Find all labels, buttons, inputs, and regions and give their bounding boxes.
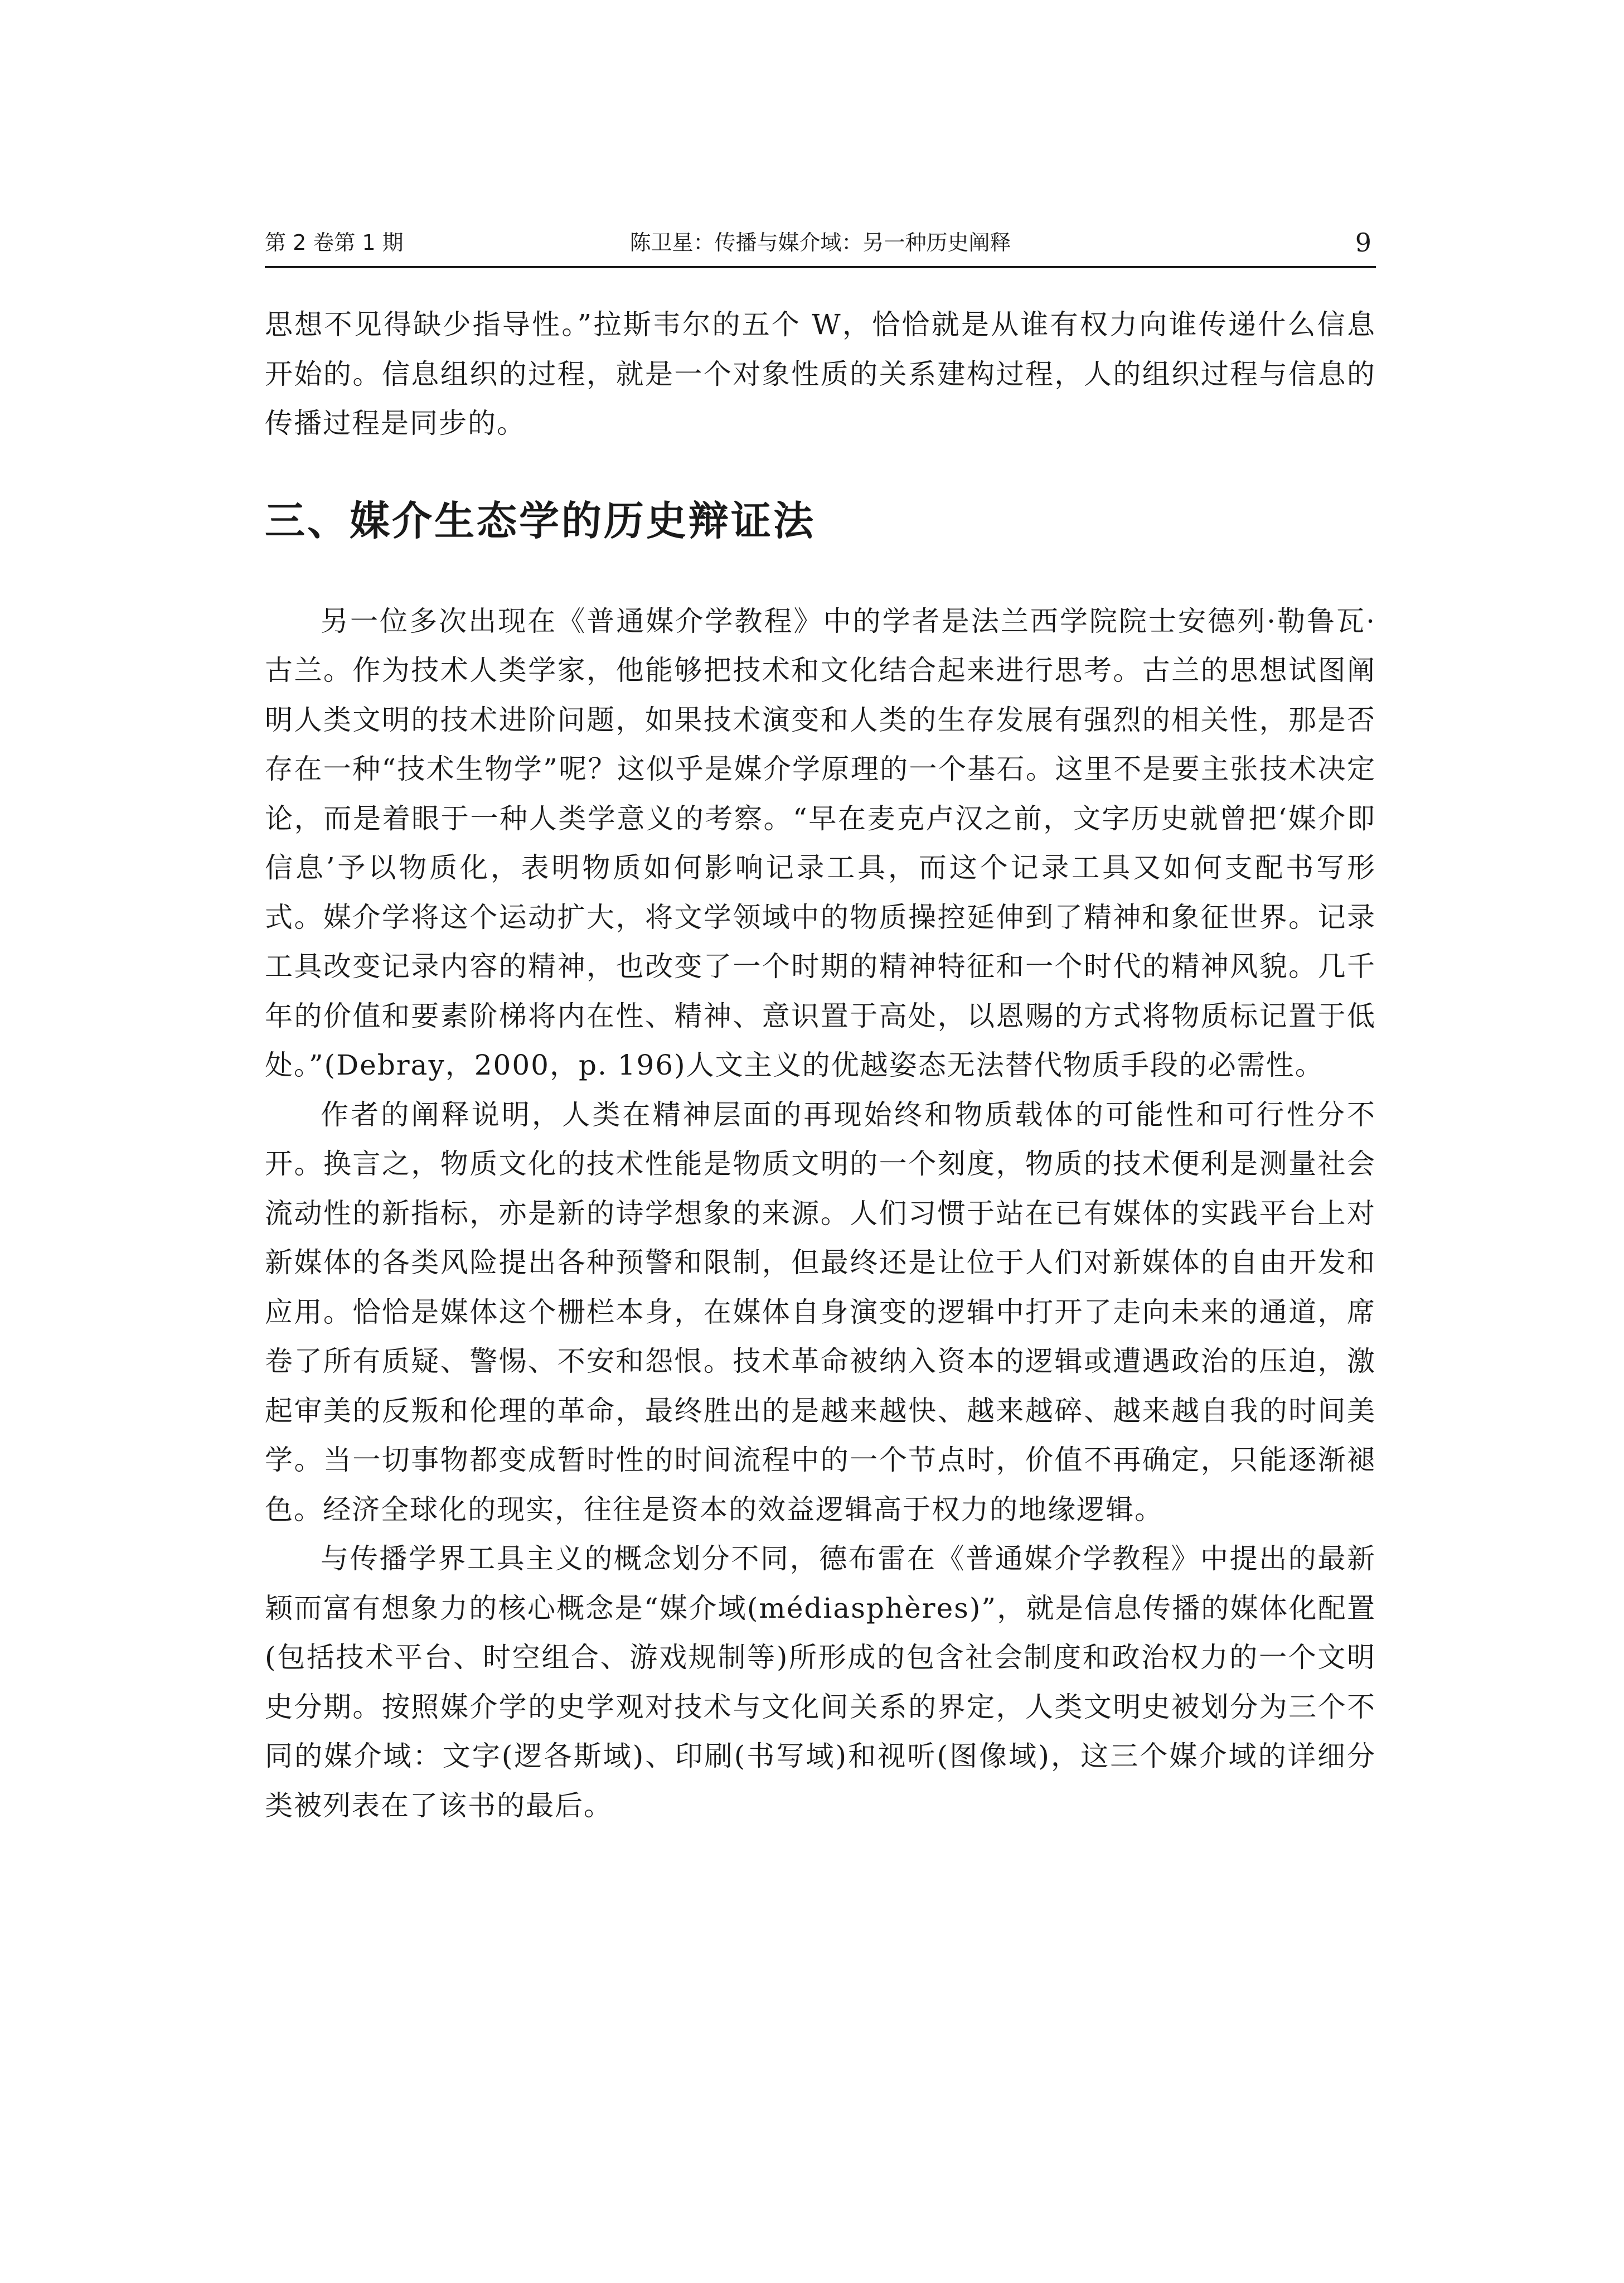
paragraph: 作者的阐释说明，人类在精神层面的再现始终和物质载体的可能性和可行性分不开。换言之，物质文化的技术性能是物质文明的一个刻度，物质的技术便利是测量社会流动性的新指标，亦是新的诗学想象的来源。人们习惯于站在已有媒体的实践平台上对新媒体的各类风险提出各种预警和限制，但最终还是让位于人们对新媒体的自由开发和应用。恰恰是媒体这个栅栏本身，在媒体自身演变的逻辑中打开了走向未来的通道，席卷了所有质疑、警惕、不安和怨恨。技术革命被纳入资本的逻辑或遭遇政治的压迫，激起审美的反叛和伦理的革命，最终胜出的是越来越快、越来越碎、越来越自我的时间美学。当一切事物都变成暂时性的时间流程中的一个节点时，价值不再确定，只能逐渐褪色。经济全球化的现实，往往是资本的效益逻辑高于权力的地缘逻辑。 (265, 1098, 1376, 1526)
running-header (265, 223, 1376, 262)
page-number: 9 (1355, 228, 1371, 258)
issue-label: 第 2 卷第 1 期 (265, 230, 404, 255)
header-rule (265, 266, 1376, 268)
paragraph: 另一位多次出现在《普通媒介学教程》中的学者是法兰西学院院士安德列·勒鲁瓦·古兰。作为技术人类学家，他能够把技术和文化结合起来进行思考。古兰的思想试图阐明人类文明的技术进阶问题，如果技术演变和人类的生存发展有强烈的相关性，那是否存在一种“技术生物学”呢？这似乎是媒介学原理的一个基石。这里不是要主张技术决定论，而是着眼于一种人类学意义的考察。“早在麦克卢汉之前，文字历史就曾把‘媒介即信息’予以物质化，表明物质如何影响记录工具，而这个记录工具又如何支配书写形式。媒介学将这个运动扩大，将文学领域中的物质操控延伸到了精神和象征世界。记录工具改变记录内容的精神，也改变了一个时期的精神特征和一个时代的精神风貌。几千年的价值和要素阶梯将内在性、精神、意识置于高处，以恩赐的方式将物质标记置于低处。”(Debray，2000，p. 196)人文主义的优越姿态无法替代物质手段的必需性。 (265, 604, 1376, 1081)
paragraph: 与传播学界工具主义的概念划分不同，德布雷在《普通媒介学教程》中提出的最新颖而富有想象力的核心概念是“媒介域(médiasphères)”，就是信息传播的媒体化配置(包括技术平台、时空组合、游戏规制等)所形成的包含社会制度和政治权力的一个文明史分期。按照媒介学的史学观对技术与文化间关系的界定，人类文明史被划分为三个不同的媒介域：文字(逻各斯域)、印刷(书写域)和视听(图像域)，这三个媒介域的详细分类被列表在了该书的最后。 (265, 1542, 1376, 1822)
running-title: 陈卫星：传播与媒介域：另一种历史阐释 (629, 230, 1011, 255)
article-body (265, 300, 1376, 1830)
paragraph-continued: 思想不见得缺少指导性。”拉斯韦尔的五个 W，恰恰就是从谁有权力向谁传递什么信息开始的。信息组织的过程，就是一个对象性质的关系建构过程，人的组织过程与信息的传播过程是同步的。 (265, 308, 1376, 439)
section-heading: 三、媒介生态学的历史辩证法 (265, 497, 816, 544)
